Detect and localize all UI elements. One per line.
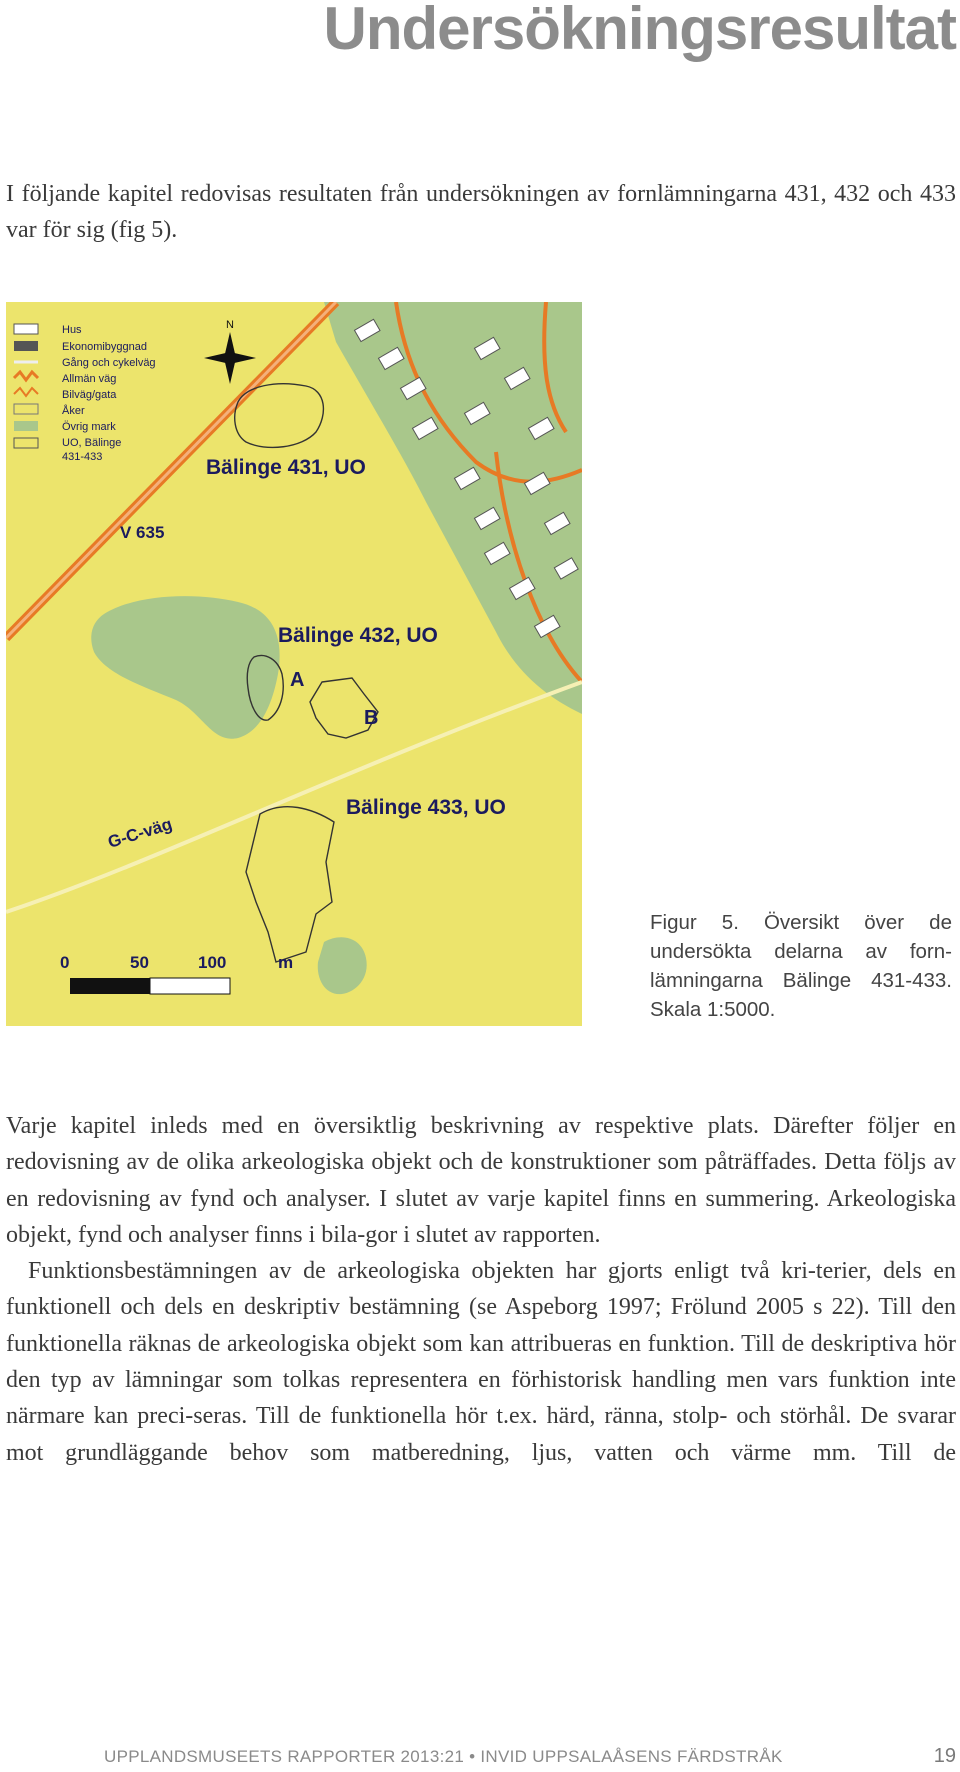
site-map bbox=[6, 302, 582, 1026]
label-part-b: B bbox=[364, 707, 379, 729]
figure-caption: Figur 5. Översikt över de undersökta delarna av forn-lämningarna Bälinge 431-433. Skala 1:5000. bbox=[650, 911, 952, 1021]
legend-other-land: Övrig mark bbox=[62, 421, 116, 433]
label-part-a: A bbox=[290, 669, 305, 691]
page-heading: Undersökningsresultat bbox=[323, 0, 956, 62]
label-site-433: Bälinge 433, UO bbox=[346, 796, 506, 819]
legend-public-road: Allmän väg bbox=[62, 373, 117, 385]
legend-uo-range: 431-433 bbox=[62, 451, 103, 463]
body-paragraph: Funktionsbestämningen av de arkeologiska objekten har gjorts enligt två kri-terier, dels en funktionell och dels en deskriptiv bestämning (se Aspeborg 1997; Frölund 2005 s 22). Till den funktionella räknas de arkeologiska objekt som kan attribueras en funktion. Till de deskriptiva hör den typ av lämningar som tolkas representera en förhistorisk handling men vars funktion inte närmare kan preci-seras. Till de funktionella hör t.ex. härd, ränna, stolp- och störhål. De svarar mot grundläggande behov som matberedning, ljus, vatten och värme mm. Till de bbox=[6, 1258, 956, 1466]
label-gc-path: G-C-väg bbox=[105, 814, 175, 852]
intro-paragraph: I följande kapitel redovisas resultaten från undersökningen av fornlämningarna 431, 432 och 433 var för sig (fig 5). bbox=[6, 181, 956, 243]
legend-outbuilding: Ekonomibyggnad bbox=[62, 341, 148, 353]
legend-street: Bilväg/gata bbox=[62, 389, 117, 401]
legend-walking-path: Gång och cykelväg bbox=[62, 357, 156, 369]
legend-field: Åker bbox=[62, 405, 85, 417]
legend-uo: UO, Bälinge bbox=[62, 437, 122, 449]
page-footer: UPPLANDSMUSEETS RAPPORTER 2013:21 • INVID UPPSALAÅSENS FÄRDSTRÅK bbox=[104, 1747, 783, 1766]
scale-mid: 50 bbox=[130, 953, 149, 972]
label-road-v635: V 635 bbox=[120, 523, 165, 542]
label-site-432: Bälinge 432, UO bbox=[278, 624, 438, 647]
site-map-figure bbox=[6, 302, 582, 1026]
legend-house: Hus bbox=[62, 324, 82, 336]
scale-end: 100 bbox=[198, 953, 227, 972]
body-paragraph: Varje kapitel inleds med en översiktlig beskrivning av respektive plats. Därefter följer en redovisning av de olika arkeologiska objekt och de konstruktioner som påträffades. Detta följs av en redovisning av fynd och analyser. I slutet av varje kapitel finns en summering. Arkeologiska objekt, fynd och analyser finns i bila-gor i slutet av rapporten. bbox=[6, 1113, 956, 1248]
scale-unit: m bbox=[278, 953, 294, 972]
label-site-431: Bälinge 431, UO bbox=[206, 456, 366, 479]
north-label: N bbox=[226, 319, 234, 331]
body-text bbox=[6, 1108, 956, 1471]
scale-zero: 0 bbox=[60, 953, 70, 972]
page-number: 19 bbox=[933, 1745, 956, 1767]
